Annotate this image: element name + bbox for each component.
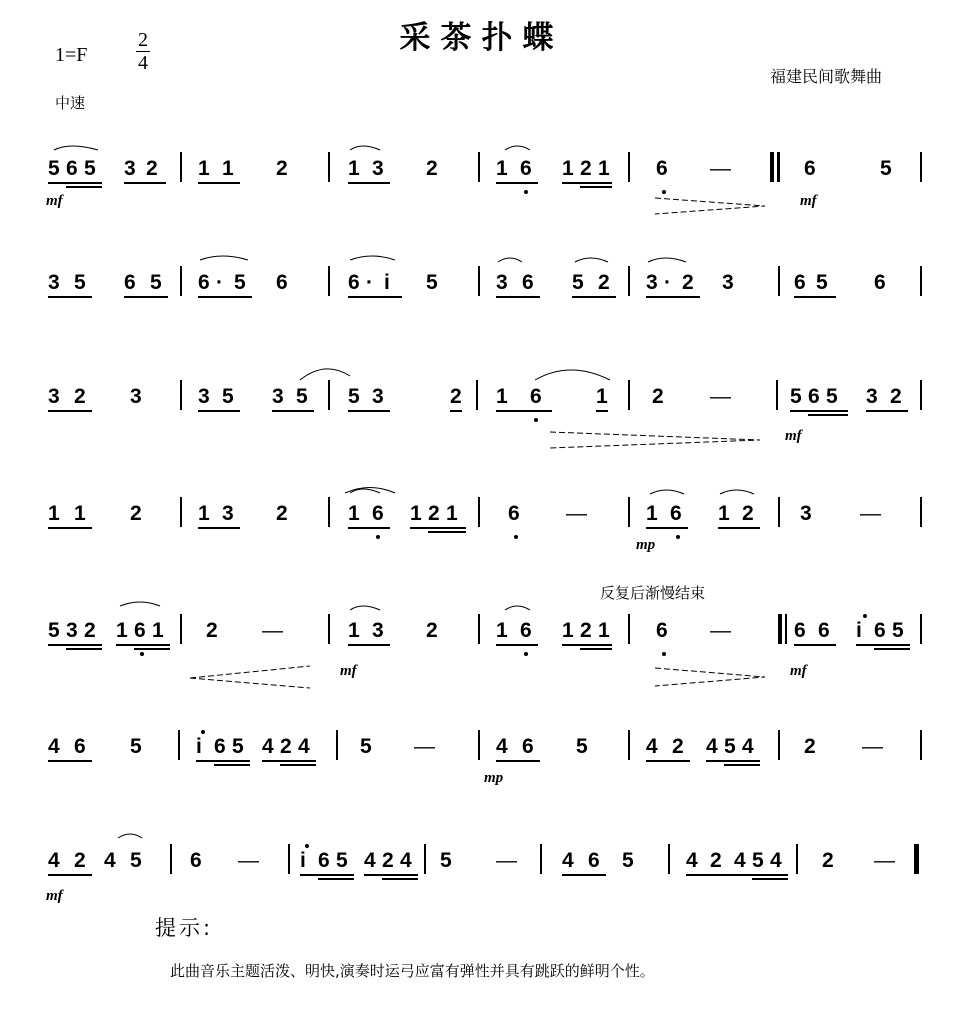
note-6: 6 bbox=[874, 271, 886, 294]
note-dash: — bbox=[710, 385, 731, 408]
note-1: 1 bbox=[596, 385, 608, 408]
note-2: 2 bbox=[74, 385, 86, 408]
note-4: 4 bbox=[742, 735, 754, 758]
note-dash: — bbox=[710, 619, 731, 642]
note-2: 2 bbox=[84, 619, 96, 642]
slur bbox=[54, 146, 98, 150]
note-dash: — bbox=[496, 849, 517, 872]
slur bbox=[720, 490, 754, 494]
note-4: 4 bbox=[364, 849, 376, 872]
note-6: 6 bbox=[190, 849, 202, 872]
note-i: i bbox=[856, 619, 862, 642]
note-1: 1 bbox=[198, 502, 210, 525]
note-4: 4 bbox=[400, 849, 412, 872]
slur bbox=[350, 146, 380, 150]
note-2: 2 bbox=[822, 849, 834, 872]
note-i: i bbox=[384, 271, 390, 294]
time-signature-bottom: 4 bbox=[138, 52, 148, 74]
slur bbox=[648, 258, 686, 262]
note-1: 1 bbox=[410, 502, 422, 525]
note-3: 3 bbox=[130, 385, 142, 408]
note-5: 5 bbox=[752, 849, 764, 872]
note-6: 6 bbox=[74, 735, 86, 758]
dynamic-mf: mf bbox=[800, 193, 817, 209]
note-2: 2 bbox=[74, 849, 86, 872]
note-3: 3 bbox=[222, 502, 234, 525]
note-1: 1 bbox=[598, 157, 610, 180]
dynamic-mf: mf bbox=[46, 193, 63, 209]
note-3: 3 bbox=[372, 619, 384, 642]
note-2: 2 bbox=[382, 849, 394, 872]
note-5: 5 bbox=[130, 735, 142, 758]
note-2: 2 bbox=[146, 157, 158, 180]
note-6: 6 bbox=[66, 157, 78, 180]
note-5: 5 bbox=[222, 385, 234, 408]
note-6: 6 bbox=[818, 619, 830, 642]
note-5: 5 bbox=[572, 271, 584, 294]
note-4: 4 bbox=[686, 849, 698, 872]
note-6: 6 bbox=[588, 849, 600, 872]
decrescendo-hairpin bbox=[655, 198, 765, 214]
note-dot: · bbox=[216, 271, 223, 294]
note-dash: — bbox=[262, 619, 283, 642]
note-5: 5 bbox=[816, 271, 828, 294]
note-1: 1 bbox=[152, 619, 164, 642]
dynamic-mp: mp bbox=[636, 537, 656, 553]
note-2: 2 bbox=[276, 157, 288, 180]
note-5: 5 bbox=[48, 157, 60, 180]
note-2: 2 bbox=[130, 502, 142, 525]
note-3: 3 bbox=[48, 385, 60, 408]
note-6: 6 bbox=[794, 619, 806, 642]
dynamic-mf: mf bbox=[340, 663, 357, 679]
note-5: 5 bbox=[130, 849, 142, 872]
slur bbox=[498, 258, 522, 262]
note-1: 1 bbox=[348, 619, 360, 642]
note-5: 5 bbox=[892, 619, 904, 642]
note-4: 4 bbox=[496, 735, 508, 758]
note-1: 1 bbox=[348, 502, 360, 525]
note-dash: — bbox=[860, 502, 881, 525]
note-3: 3 bbox=[722, 271, 734, 294]
note-2: 2 bbox=[804, 735, 816, 758]
note-5: 5 bbox=[74, 271, 86, 294]
note-5: 5 bbox=[426, 271, 438, 294]
note-6: 6 bbox=[348, 271, 360, 294]
note-dash: — bbox=[238, 849, 259, 872]
slur bbox=[118, 834, 142, 838]
note-5: 5 bbox=[576, 735, 588, 758]
note-3: 3 bbox=[372, 157, 384, 180]
note-3: 3 bbox=[372, 385, 384, 408]
note-3: 3 bbox=[124, 157, 136, 180]
decrescendo-hairpin bbox=[550, 432, 760, 448]
note-4: 4 bbox=[562, 849, 574, 872]
note-6: 6 bbox=[656, 619, 668, 642]
note-3: 3 bbox=[646, 271, 658, 294]
slur bbox=[300, 369, 350, 380]
note-3: 3 bbox=[496, 271, 508, 294]
tip-heading: 提示: bbox=[155, 916, 214, 940]
note-2: 2 bbox=[580, 619, 592, 642]
note-6: 6 bbox=[520, 619, 532, 642]
note-4: 4 bbox=[734, 849, 746, 872]
note-2: 2 bbox=[598, 271, 610, 294]
note-2: 2 bbox=[450, 385, 462, 408]
note-4: 4 bbox=[262, 735, 274, 758]
slur bbox=[350, 256, 395, 260]
note-6: 6 bbox=[214, 735, 226, 758]
note-5: 5 bbox=[826, 385, 838, 408]
repeat-annotation: 反复后渐慢结束 bbox=[600, 584, 706, 602]
note-2: 2 bbox=[206, 619, 218, 642]
note-2: 2 bbox=[280, 735, 292, 758]
note-2: 2 bbox=[682, 271, 694, 294]
note-5: 5 bbox=[724, 735, 736, 758]
note-4: 4 bbox=[706, 735, 718, 758]
note-6: 6 bbox=[530, 385, 542, 408]
note-4: 4 bbox=[104, 849, 116, 872]
note-4: 4 bbox=[48, 735, 60, 758]
note-5: 5 bbox=[622, 849, 634, 872]
note-5: 5 bbox=[234, 271, 246, 294]
note-6: 6 bbox=[670, 502, 682, 525]
slur bbox=[505, 146, 530, 150]
note-1: 1 bbox=[446, 502, 458, 525]
note-5: 5 bbox=[336, 849, 348, 872]
tip-text: 此曲音乐主题活泼、明快,演奏时运弓应富有弹性并具有跳跃的鲜明个性。 bbox=[170, 962, 655, 980]
note-6: 6 bbox=[794, 271, 806, 294]
note-3: 3 bbox=[866, 385, 878, 408]
note-2: 2 bbox=[652, 385, 664, 408]
note-6: 6 bbox=[656, 157, 668, 180]
tempo-marking: 中速 bbox=[55, 94, 86, 112]
note-2: 2 bbox=[890, 385, 902, 408]
note-5: 5 bbox=[296, 385, 308, 408]
note-dash: — bbox=[862, 735, 883, 758]
note-1: 1 bbox=[222, 157, 234, 180]
note-6: 6 bbox=[508, 502, 520, 525]
note-2: 2 bbox=[426, 619, 438, 642]
note-6: 6 bbox=[522, 735, 534, 758]
note-6: 6 bbox=[134, 619, 146, 642]
dynamic-mf: mf bbox=[46, 888, 63, 904]
note-1: 1 bbox=[496, 385, 508, 408]
note-i: i bbox=[300, 849, 306, 872]
source-label: 福建民间歌舞曲 bbox=[770, 67, 883, 86]
decrescendo-hairpin bbox=[655, 668, 765, 686]
key-signature: 1=F bbox=[55, 44, 88, 66]
note-4: 4 bbox=[48, 849, 60, 872]
note-1: 1 bbox=[116, 619, 128, 642]
note-3: 3 bbox=[66, 619, 78, 642]
note-3: 3 bbox=[48, 271, 60, 294]
time-signature-top: 2 bbox=[138, 29, 148, 51]
note-6: 6 bbox=[372, 502, 384, 525]
note-6: 6 bbox=[276, 271, 288, 294]
dynamic-mp: mp bbox=[484, 770, 504, 786]
note-1: 1 bbox=[718, 502, 730, 525]
slur bbox=[200, 256, 248, 260]
note-6: 6 bbox=[318, 849, 330, 872]
note-2: 2 bbox=[428, 502, 440, 525]
note-6: 6 bbox=[522, 271, 534, 294]
note-1: 1 bbox=[562, 619, 574, 642]
note-6: 6 bbox=[804, 157, 816, 180]
slur bbox=[505, 606, 530, 610]
note-2: 2 bbox=[580, 157, 592, 180]
slur bbox=[575, 258, 608, 262]
note-5: 5 bbox=[790, 385, 802, 408]
note-1: 1 bbox=[348, 157, 360, 180]
note-dash: — bbox=[710, 157, 731, 180]
note-2: 2 bbox=[276, 502, 288, 525]
note-6: 6 bbox=[808, 385, 820, 408]
note-2: 2 bbox=[672, 735, 684, 758]
note-5: 5 bbox=[48, 619, 60, 642]
note-1: 1 bbox=[48, 502, 60, 525]
note-dash: — bbox=[414, 735, 435, 758]
note-3: 3 bbox=[272, 385, 284, 408]
note-5: 5 bbox=[84, 157, 96, 180]
note-6: 6 bbox=[874, 619, 886, 642]
note-1: 1 bbox=[646, 502, 658, 525]
note-1: 1 bbox=[74, 502, 86, 525]
note-dot: · bbox=[664, 271, 671, 294]
slur bbox=[120, 602, 160, 606]
note-6: 6 bbox=[520, 157, 532, 180]
note-2: 2 bbox=[710, 849, 722, 872]
slur bbox=[345, 488, 395, 494]
note-dot: · bbox=[366, 271, 373, 294]
note-5: 5 bbox=[150, 271, 162, 294]
slur bbox=[650, 490, 684, 494]
note-i: i bbox=[196, 735, 202, 758]
note-1: 1 bbox=[562, 157, 574, 180]
note-4: 4 bbox=[770, 849, 782, 872]
page-title: 采茶扑蝶 bbox=[399, 20, 564, 56]
note-2: 2 bbox=[426, 157, 438, 180]
note-3: 3 bbox=[198, 385, 210, 408]
note-6: 6 bbox=[198, 271, 210, 294]
note-dash: — bbox=[566, 502, 587, 525]
note-5: 5 bbox=[348, 385, 360, 408]
note-1: 1 bbox=[496, 157, 508, 180]
note-5: 5 bbox=[440, 849, 452, 872]
note-4: 4 bbox=[646, 735, 658, 758]
note-2: 2 bbox=[742, 502, 754, 525]
note-1: 1 bbox=[598, 619, 610, 642]
note-6: 6 bbox=[124, 271, 136, 294]
note-1: 1 bbox=[198, 157, 210, 180]
dynamic-mf: mf bbox=[785, 428, 802, 444]
dynamic-mf: mf bbox=[790, 663, 807, 679]
note-dash: — bbox=[874, 849, 895, 872]
crescendo-hairpin bbox=[190, 666, 310, 688]
note-1: 1 bbox=[496, 619, 508, 642]
slur bbox=[350, 606, 380, 610]
note-3: 3 bbox=[800, 502, 812, 525]
note-5: 5 bbox=[360, 735, 372, 758]
note-5: 5 bbox=[880, 157, 892, 180]
note-4: 4 bbox=[298, 735, 310, 758]
slur bbox=[535, 370, 610, 380]
note-5: 5 bbox=[232, 735, 244, 758]
